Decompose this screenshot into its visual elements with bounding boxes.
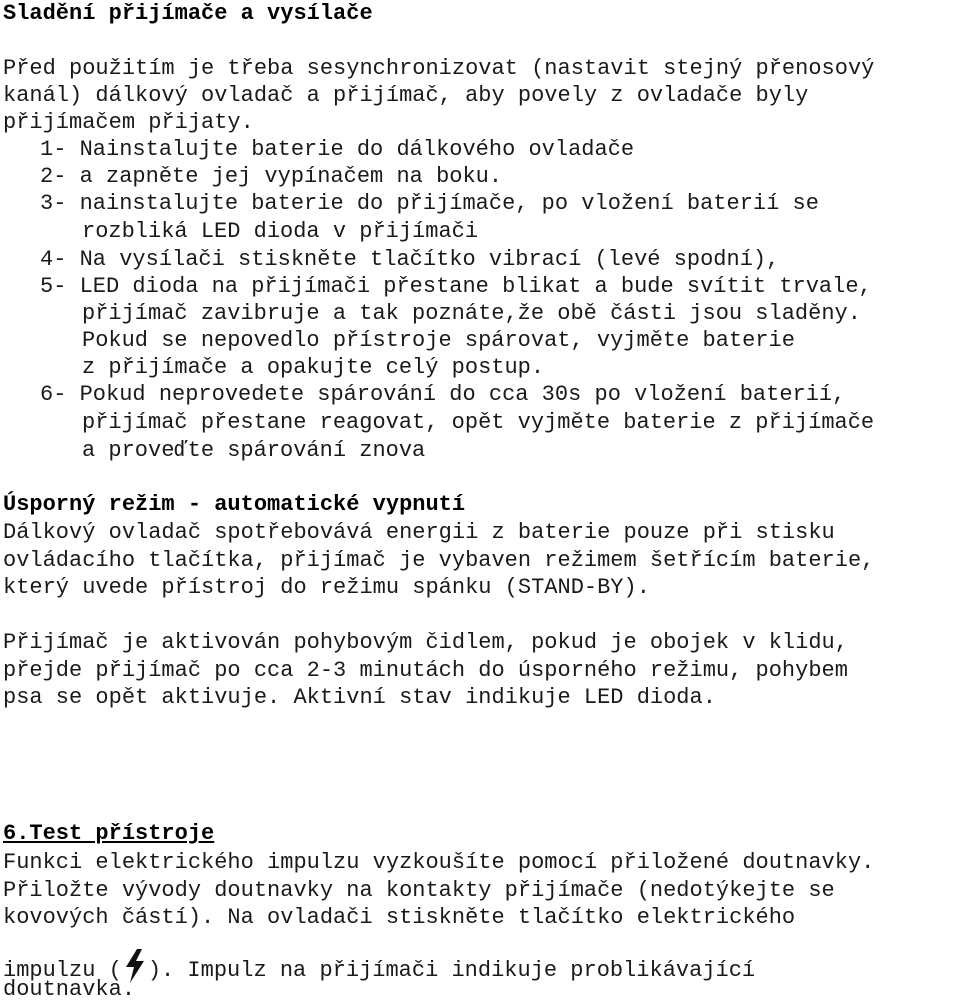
step-5: 5- LED dioda na přijímači přestane blikat a bude svítit trvale, <box>40 274 872 299</box>
power-para1-line-3: který uvede přístroj do režimu spánku (STAND-BY). <box>3 575 650 600</box>
step-5-cont-3: z přijímače a opakujte celý postup. <box>82 355 545 380</box>
heading-device-test: 6.Test přístroje <box>3 821 215 846</box>
power-para1-line-1: Dálkový ovladač spotřebovává energii z baterie pouze při stisku <box>3 520 835 545</box>
intro-line-2: kanál) dálkový ovladač a přijímač, aby povely z ovladače byly <box>3 83 809 108</box>
step-3: 3- nainstalujte baterie do přijímače, po vložení baterií se <box>40 191 819 216</box>
intro-line-3: přijímačem přijaty. <box>3 110 254 135</box>
step-2: 2- a zapněte jej vypínačem na boku. <box>40 164 503 189</box>
power-para2-line-3: psa se opět aktivuje. Aktivní stav indikuje LED dioda. <box>3 685 716 710</box>
impulse-text-after: ). Impulz na přijímači indikuje problikávající <box>147 958 756 983</box>
heading-pairing: Sladění přijímače a vysílače <box>3 1 373 26</box>
power-para2-line-2: přejde přijímač po cca 2-3 minutách do úsporného režimu, pohybem <box>3 658 848 683</box>
step-6: 6- Pokud neprovedete spárování do cca 30s po vložení baterií, <box>40 382 846 407</box>
step-6-cont-2: a proveďte spárování znova <box>82 438 426 463</box>
step-5-cont-2: Pokud se nepovedlo přístroje spárovat, vyjměte baterie <box>82 328 795 353</box>
test-para-line-2: Přiložte vývody doutnavky na kontakty přijímače (nedotýkejte se <box>3 878 835 903</box>
power-para1-line-2: ovládacího tlačítka, přijímač je vybaven režimem šetřícím baterie, <box>3 548 875 573</box>
test-para-line-1: Funkci elektrického impulzu vyzkoušíte pomocí přiložené doutnavky. <box>3 850 875 875</box>
step-5-cont-1: přijímač zavibruje a tak poznáte,že obě části jsou sladěny. <box>82 301 861 326</box>
intro-line-1: Před použitím je třeba sesynchronizovat (nastavit stejný přenosový <box>3 56 875 81</box>
step-4: 4- Na vysílači stiskněte tlačítko vibrací (levé spodní), <box>40 247 780 272</box>
impulse-text-before: impulzu ( <box>3 958 122 983</box>
step-3-cont-1: rozbliká LED dioda v přijímači <box>82 219 479 244</box>
heading-power-saving: Úsporný režim - automatické vypnutí <box>3 492 466 517</box>
power-para2-line-1: Přijímač je aktivován pohybovým čidlem, pokud je obojek v klidu, <box>3 630 848 655</box>
test-para-line-3: kovových částí). Na ovladači stiskněte tlačítko elektrického <box>3 905 796 930</box>
test-last-line: doutnavka. <box>3 977 136 1002</box>
step-1: 1- Nainstalujte baterie do dálkového ovladače <box>40 137 635 162</box>
step-6-cont-1: přijímač přestane reagovat, opět vyjměte baterie z přijímače <box>82 410 875 435</box>
